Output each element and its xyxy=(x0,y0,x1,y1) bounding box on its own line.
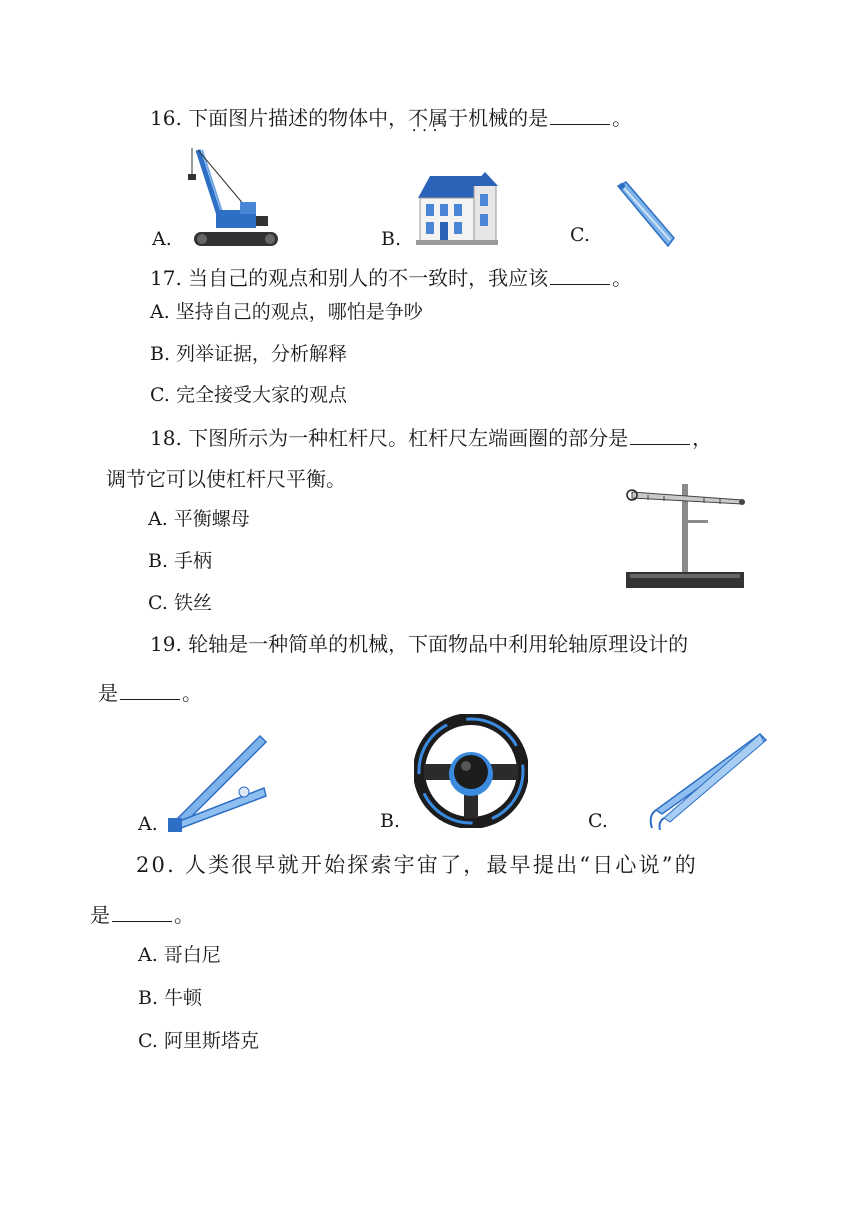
q18-stem-line2: 调节它可以使杠杆尺平衡。 xyxy=(106,467,346,491)
q18-option-c: C. 铁丝 xyxy=(148,592,212,614)
q20-option-a: A. 哥白尼 xyxy=(138,944,221,966)
q17-option-a: A. 坚持自己的观点，哪怕是争吵 xyxy=(150,301,423,323)
q20-option-b: B. 牛顿 xyxy=(138,987,203,1009)
q16-answer-blank[interactable] xyxy=(550,106,610,125)
q20-option-c: C. 阿里斯塔克 xyxy=(138,1030,259,1052)
q20-answer-blank[interactable] xyxy=(112,903,172,922)
q19-answer-blank[interactable] xyxy=(120,681,180,700)
q18-option-a: A. 平衡螺母 xyxy=(148,508,250,530)
q19-stem-line2: 是 。 xyxy=(98,681,202,705)
q19-option-b-label: B. xyxy=(380,810,401,832)
house-image xyxy=(412,170,500,246)
q16-emphasis: 不属于 • • • xyxy=(408,106,468,130)
lever-ruler-image xyxy=(618,484,750,592)
nail-clipper-image xyxy=(164,730,270,834)
q17-stem: 17. 当自己的观点和别人的不一致时，我应该 。 xyxy=(150,266,633,290)
q18-option-b: B. 手柄 xyxy=(148,550,213,572)
q16-stem: 16. 下面图片描述的物体中，不属于 • • •机械的是 。 xyxy=(150,106,632,128)
tweezers-image xyxy=(612,180,682,250)
tweezers-image-2 xyxy=(640,730,768,830)
q18-stem: 18. 下图所示为一种杠杆尺。杠杆尺左端画圈的部分是 ， xyxy=(150,426,713,450)
q19-option-a-label: A. xyxy=(138,813,158,835)
q16-option-a-label: A. xyxy=(152,228,172,250)
q20-stem: 20. 人类很早就开始探索宇宙了，最早提出“日心说”的 xyxy=(136,853,698,877)
crane-image xyxy=(180,140,280,252)
steering-wheel-image xyxy=(414,714,528,828)
q20-stem-line2: 是 。 xyxy=(90,903,194,927)
q17-answer-blank[interactable] xyxy=(550,266,610,285)
q17-option-c: C. 完全接受大家的观点 xyxy=(150,384,347,406)
q16-option-b-label: B. xyxy=(381,228,402,250)
q19-stem: 19. 轮轴是一种简单的机械，下面物品中利用轮轴原理设计的 xyxy=(150,632,689,656)
q19-option-c-label: C. xyxy=(588,810,608,832)
q17-option-b: B. 列举证据，分析解释 xyxy=(150,343,348,365)
q16-option-c-label: C. xyxy=(570,224,590,246)
q18-answer-blank[interactable] xyxy=(630,426,690,445)
